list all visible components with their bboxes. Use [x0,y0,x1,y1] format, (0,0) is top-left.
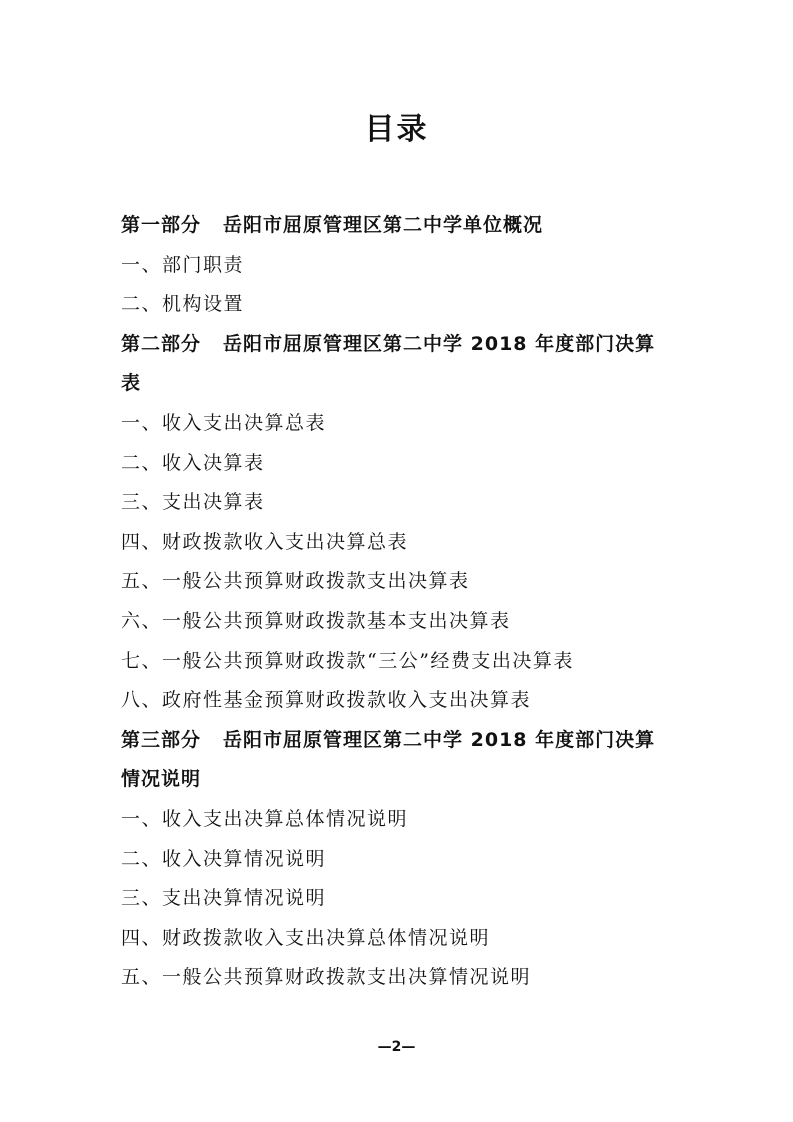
toc-item: 三、支出决算表 [121,491,265,514]
toc-item: 五、一般公共预算财政拨款支出决算情况说明 [121,966,532,989]
toc-item: 四、财政拨款收入支出决算总表 [121,530,409,553]
toc-item: 八、政府性基金预算财政拨款收入支出决算表 [121,689,532,712]
toc-part-label: 第二部分 [121,332,202,355]
toc-item: 六、一般公共预算财政拨款基本支出决算表 [121,609,511,632]
toc-part-title: 岳阳市屈原管理区第二中学 2018 年度部门决算 [223,728,656,751]
toc-item: 七、一般公共预算财政拨款“三公”经费支出决算表 [121,649,574,672]
page-number: —2— [377,1039,416,1055]
page-title: 目录 [364,112,429,147]
toc-item: 一、收入支出决算总表 [121,411,327,434]
toc-part-3-continued: 情况说明 [121,768,202,791]
toc-part-3 [121,721,681,761]
toc-part-title: 岳阳市屈原管理区第二中学单位概况 [223,214,544,236]
toc-part-label: 第三部分 [121,728,202,751]
toc-part-title: 岳阳市屈原管理区第二中学 2018 年度部门决算 [223,332,656,355]
toc-part-label: 第一部分 [121,214,202,236]
toc-part-1 [121,206,681,246]
toc-item: 二、机构设置 [121,293,245,316]
toc-item: 二、收入决算情况说明 [121,847,327,870]
toc-item: 三、支出决算情况说明 [121,887,327,910]
toc-item: 一、部门职责 [121,253,245,276]
toc-item: 四、财政拨款收入支出决算总体情况说明 [121,926,491,949]
toc-item: 二、收入决算表 [121,451,265,474]
toc-part-2-continued: 表 [121,372,142,395]
toc-part-2 [121,325,681,365]
table-of-contents [121,206,681,998]
toc-item: 五、一般公共预算财政拨款支出决算表 [121,570,470,593]
toc-item: 一、收入支出决算总体情况说明 [121,807,409,830]
